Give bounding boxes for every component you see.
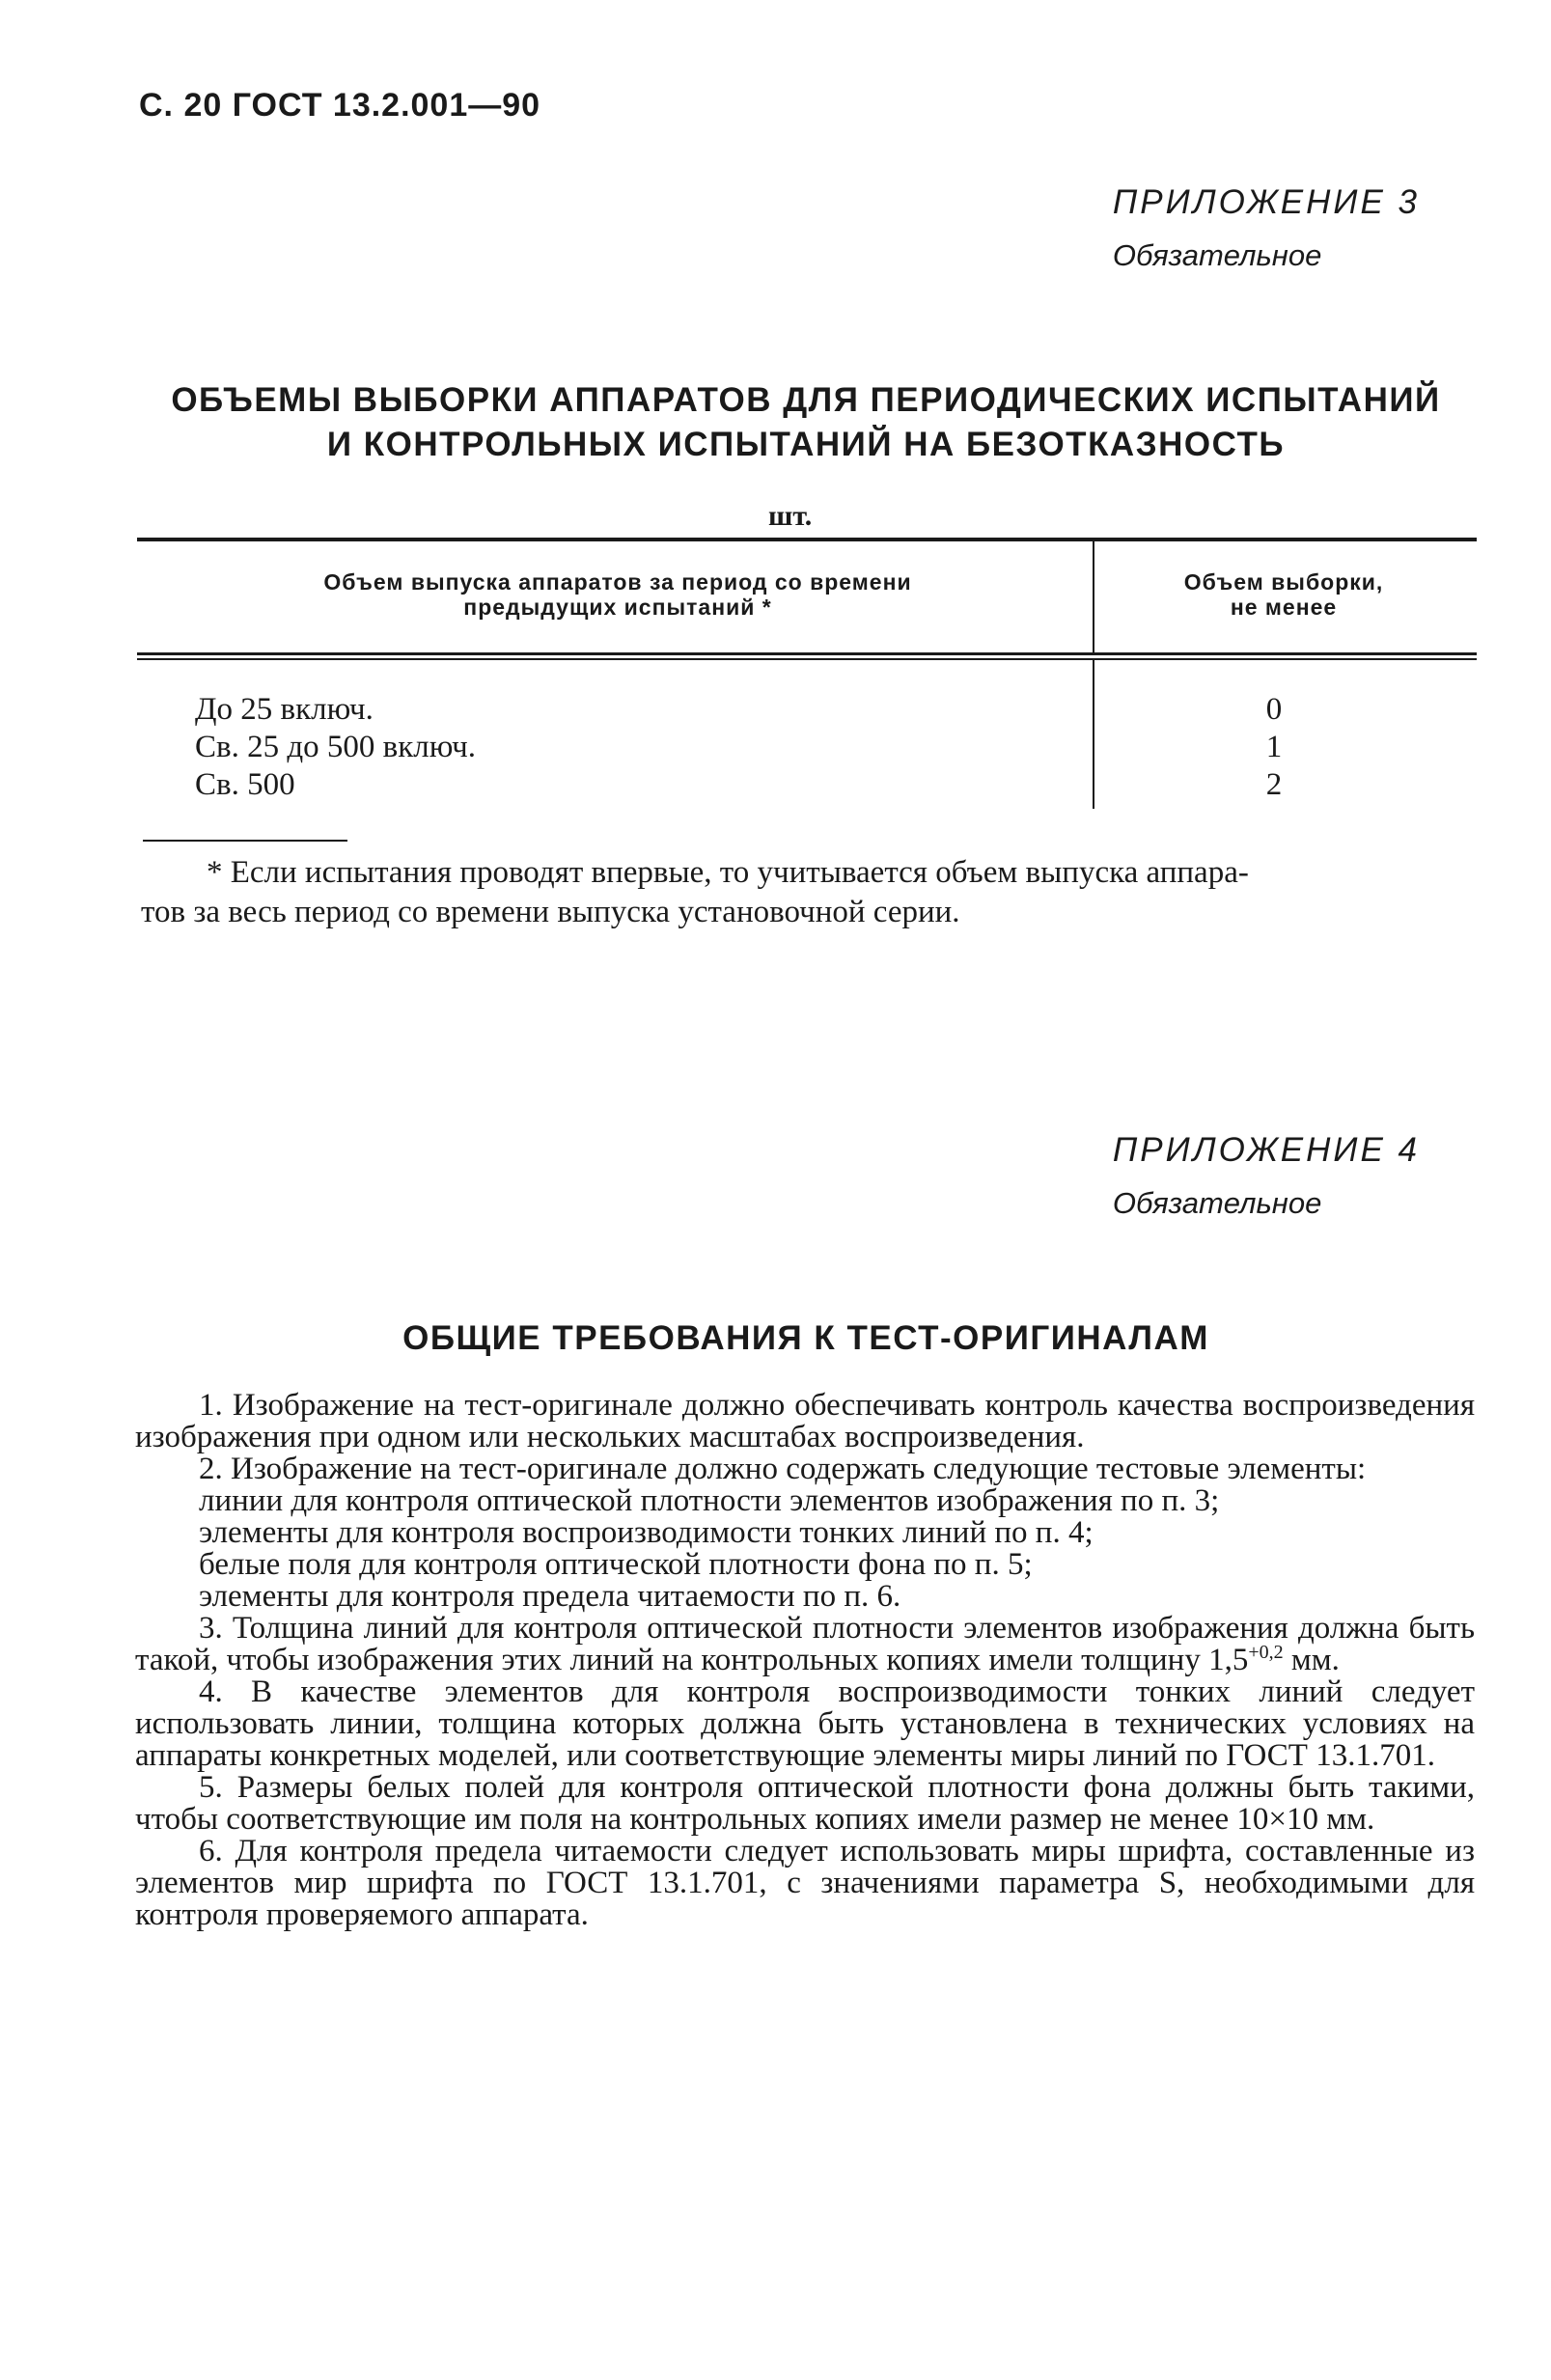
requirement-paragraph-2: 2. Изображение на тест-оригинале должно содержать следующие тестовые элементы: — [199, 1452, 1367, 1486]
table-row — [195, 766, 295, 804]
appendix-3-block — [1113, 185, 1420, 270]
table-row — [1235, 691, 1313, 729]
requirement-paragraph-5: 5. Размеры белых полей для контроля оптической плотности фона должны быть такими, чтобы соответствующие им поля на контрольных копиях имели размер не менее 10×10 мм. — [135, 1770, 1475, 1837]
list-item: элементы для контроля предела читаемости по п. 6. — [199, 1579, 901, 1614]
requirement-paragraph-1: 1. Изображение на тест-оригинале должно обеспечивать контроль качества воспроизведения изображения при одном или нескольких масштабах воспроизведения. — [135, 1388, 1475, 1454]
table-top-rule — [137, 538, 1477, 541]
appendix-3-title-line2: И КОНТРОЛЬНЫХ ИСПЫТАНИЙ НА БЕЗОТКАЗНОСТЬ — [326, 426, 1286, 463]
footnote-continuation — [141, 893, 1473, 932]
table-row — [1235, 729, 1313, 766]
row-release: Св. 25 до 500 включ. — [195, 730, 476, 764]
requirements-text — [135, 1390, 1475, 1931]
page-header: С. 20 ГОСТ 13.2.001—90 — [139, 87, 541, 124]
list-item: белые поля для контроля оптической плотности фона по п. 5; — [199, 1547, 1033, 1582]
list-item: линии для контроля оптической плотности элементов изображения по п. 3; — [199, 1483, 1220, 1518]
footnote — [207, 853, 1477, 893]
footnote-line-2: тов за весь период со времени выпуска установочной серии. — [141, 895, 960, 929]
list-item: элементы для контроля воспроизводимости тонких линий по п. 4; — [199, 1515, 1094, 1550]
column-header-release: Объем выпуска аппаратов за период со времени предыдущих испытаний * — [323, 569, 912, 620]
row-sample: 1 — [1265, 730, 1283, 764]
column-header-sample: Объем выборки, не менее — [1183, 569, 1384, 620]
table-row — [195, 691, 374, 729]
appendix-4-status: Обязательное — [1112, 1186, 1322, 1220]
footnote-line-1: * Если испытания проводят впервые, то учитывается объем выпуска аппара- — [207, 855, 1249, 890]
row-release: Св. 500 — [195, 767, 295, 802]
appendix-4-title: ОБЩИЕ ТРЕБОВАНИЯ К ТЕСТ-ОРИГИНАЛАМ — [402, 1319, 1209, 1357]
table-row — [1235, 766, 1313, 804]
table-header-rule-2 — [137, 658, 1477, 660]
row-release: До 25 включ. — [195, 692, 374, 727]
requirement-paragraph-3: 3. Толщина линий для контроля оптической плотности элементов изображения должна быть такой, чтобы изображения этих линий на контрольных копиях имели толщину $1,5^{+0,2}$ мм. — [135, 1611, 1475, 1677]
table-units: шт. — [768, 500, 813, 532]
requirement-paragraph-4: 4. В качестве элементов для контроля воспроизводимости тонких линий следует использовать линии, толщина которых должна быть установлена в технических условиях на аппараты конкретных моделей, или соответствующие элементы миры линий по ГОСТ 13.1.701. — [135, 1674, 1475, 1773]
table-header-divider — [1093, 541, 1094, 653]
table-body-divider — [1093, 660, 1094, 809]
table-header-rule — [137, 652, 1477, 655]
tolerance-superscript: +0,2 — [1248, 1642, 1284, 1663]
appendix-3-status: Обязательное — [1112, 238, 1322, 272]
footnote-rule — [143, 840, 347, 842]
appendix-3-label: ПРИЛОЖЕНИЕ 3 — [1112, 183, 1420, 221]
appendix-4-block — [1113, 1133, 1420, 1218]
appendix-4-label: ПРИЛОЖЕНИЕ 4 — [1112, 1131, 1420, 1169]
row-sample: 0 — [1265, 692, 1283, 727]
appendix-3-title — [135, 378, 1477, 467]
requirement-paragraph-6: 6. Для контроля предела читаемости следует использовать миры шрифта, составленные из элементов мир шрифта по ГОСТ 13.1.701, с значениями параметра S, необходимыми для контроля проверяемого аппарата. — [135, 1834, 1475, 1932]
appendix-3-title-line1: ОБЪЕМЫ ВЫБОРКИ АППАРАТОВ ДЛЯ ПЕРИОДИЧЕСКИХ ИСПЫТАНИЙ — [171, 381, 1441, 419]
row-sample: 2 — [1265, 767, 1283, 802]
table-row — [195, 729, 476, 766]
